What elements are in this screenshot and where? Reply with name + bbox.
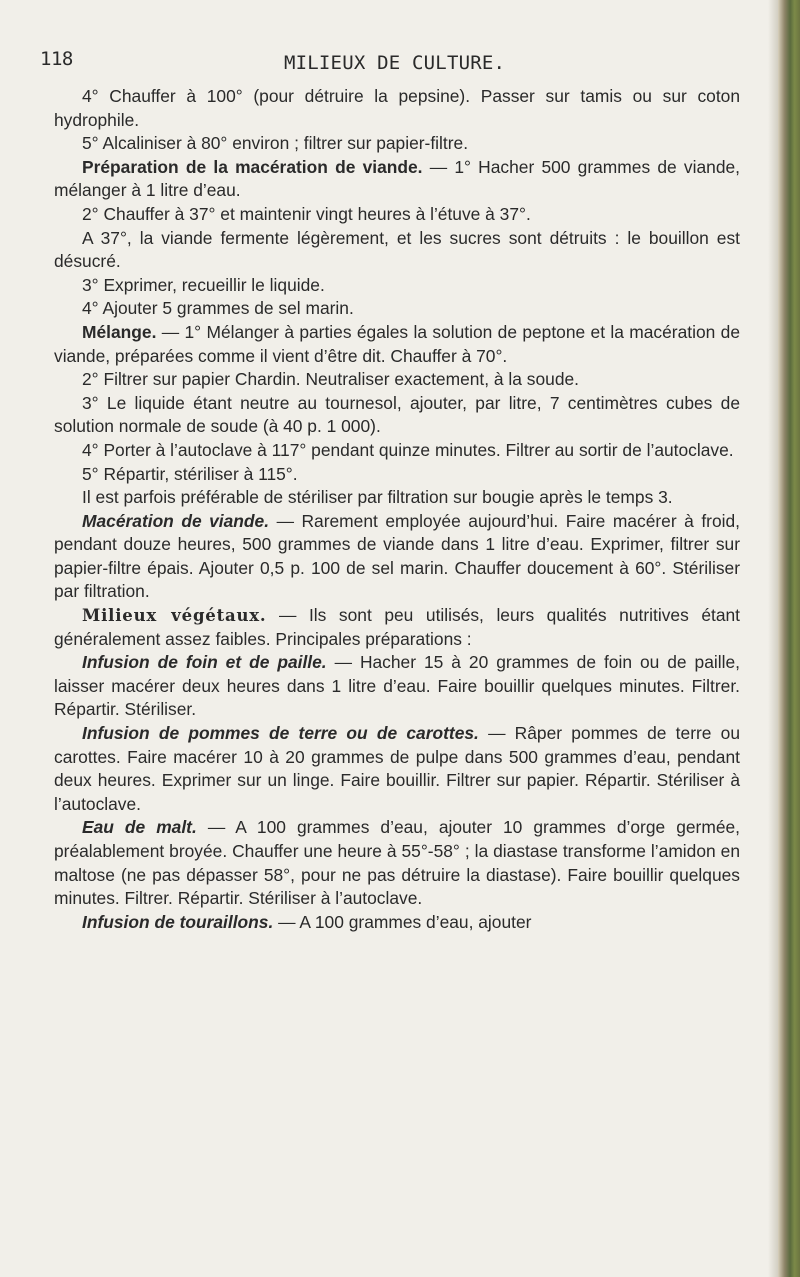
section-heading: Macération de viande. [82,510,270,531]
paragraph [54,156,740,203]
paragraph-text: — Hacher 15 à 20 grammes de foin ou de paille, laisser macérer deux heures dans 1 litre d’eau. Faire bouillir quelques minutes. Filtrer. Répartir. Stériliser. [54,652,740,720]
paragraph-text: — Râper pommes de terre ou carottes. Faire macérer 10 à 20 grammes de pulpe dans 500 grammes d’eau, pendant deux heures. Exprimer sur un linge. Faire bouillir. Filtrer sur papier. Répartir. Stériliser à l’autoclave. [54,723,740,814]
paragraph [54,911,740,935]
paragraph-text: Il est parfois préférable de stériliser par filtration sur bougie après le temps 3. [82,487,673,508]
paragraph [54,392,740,439]
section-heading: Infusion de touraillons. [82,911,274,932]
paragraph-text: — Ils sont peu utilisés, leurs qualités nutritives étant généralement assez faibles. Principales préparations : [54,605,740,649]
paragraph-text: 3° Exprimer, recueillir le liquide. [82,274,325,295]
paragraph-text: — 1° Hacher 500 grammes de viande, mélanger à 1 litre d’eau. [54,156,740,201]
paragraph-text: — Rarement employée aujourd’hui. Faire macérer à froid, pendant douze heures, 500 grammes de viande dans 1 litre d’eau. Exprimer, filtrer sur papier-filtre épais. Ajouter 0,5 p. 100 de sel marin. Chauffer doucement à 60°. Stériliser par filtration. [54,510,740,602]
body-text [54,85,740,934]
paragraph-text: — A 100 grammes d’eau, ajouter [273,911,532,932]
section-heading: Mélange. [82,321,157,342]
running-title: MILIEUX DE CULTURE. [284,52,506,74]
paragraph [54,85,740,132]
paragraph [54,368,740,392]
paragraph-text: 3° Le liquide étant neutre au tournesol, ajouter, par litre, 7 centimètres cubes de solution normale de soude (à 40 p. 1 000). [54,392,740,437]
section-heading: Milieux végétaux. [82,606,267,626]
paragraph [54,274,740,298]
paragraph-text: A 37°, la viande fermente légèrement, et les sucres sont détruits : le bouillon est désucré. [54,227,740,272]
page-number: 118 [40,48,73,70]
section-heading: Eau de malt. [82,817,197,838]
paragraph-text: — A 100 grammes d’eau, ajouter 10 grammes d’orge germée, préalablement broyée. Chauffer une heure à 55°-58° ; la diastase transforme l’amidon en maltose (ne pas dépasser 58°, pour ne pas détruire la diastase). Faire bouillir quelques minutes. Filtrer. Répartir. Stériliser à l’autoclave. [54,817,740,909]
book-binding-edge [778,0,800,1277]
page-header [40,44,740,74]
paragraph [54,227,740,274]
section-heading: Infusion de pommes de terre ou de carottes. [82,723,479,744]
paragraph [54,510,740,604]
paragraph-text: 5° Alcaliniser à 80° environ ; filtrer sur papier-filtre. [82,133,469,154]
section-heading: Préparation de la macération de viande. [82,156,423,177]
section-heading: Infusion de foin et de paille. [82,652,327,673]
paragraph [54,651,740,722]
binding-shadow [768,0,778,1277]
paragraph [54,722,740,816]
paragraph-text: — 1° Mélanger à parties égales la solution de peptone et la macération de viande, préparées comme il vient d’être dit. Chauffer à 70°. [54,321,740,366]
paragraph-text: 2° Filtrer sur papier Chardin. Neutraliser exactement, à la soude. [82,369,580,390]
paragraph-text: 4° Ajouter 5 grammes de sel marin. [82,298,354,319]
paragraph [54,321,740,368]
paragraph-text: 2° Chauffer à 37° et maintenir vingt heures à l’étuve à 37°. [82,203,531,224]
paragraph [54,486,740,510]
paragraph-text: 5° Répartir, stériliser à 115°. [82,463,298,484]
paragraph [54,439,740,463]
paragraph [54,604,740,651]
paragraph [54,816,740,910]
paragraph [54,203,740,227]
paragraph-text: 4° Chauffer à 100° (pour détruire la pepsine). Passer sur tamis ou sur coton hydrophile. [54,86,740,130]
paragraph [54,297,740,321]
paragraph [54,463,740,487]
paragraph [54,132,740,156]
paragraph-text: 4° Porter à l’autoclave à 117° pendant quinze minutes. Filtrer au sortir de l’autoclave. [82,439,734,460]
